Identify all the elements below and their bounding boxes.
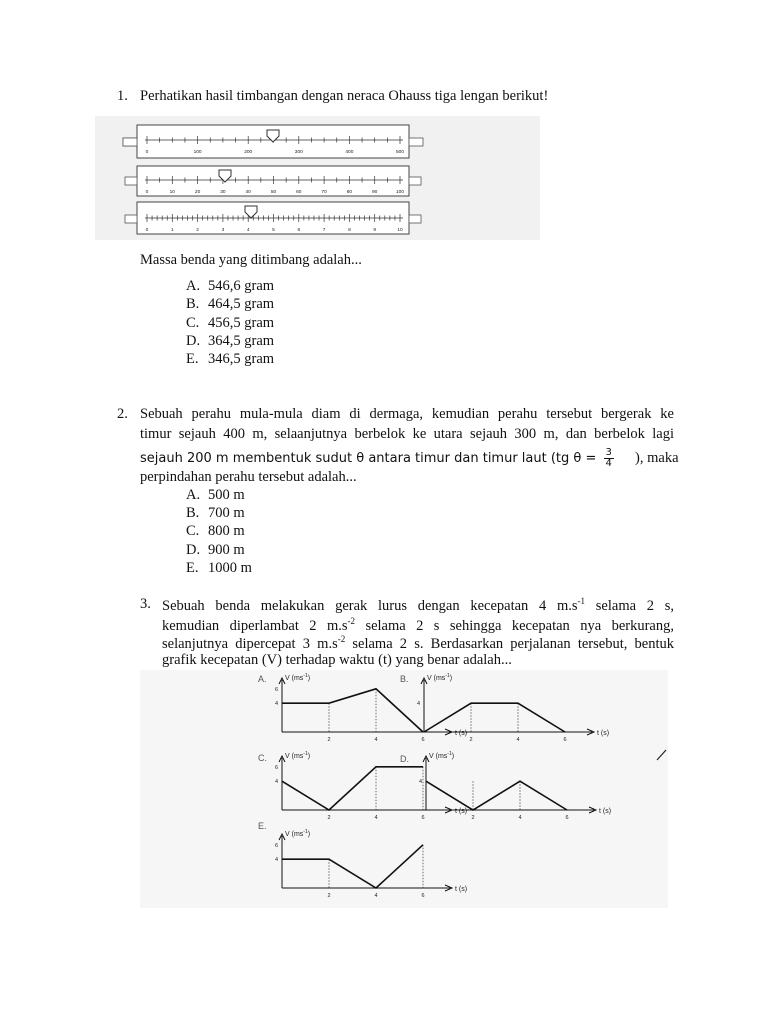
option-text: 364,5 gram xyxy=(208,332,275,349)
beam-tick-label: 5 xyxy=(272,228,275,233)
x-tick-label: 6 xyxy=(421,815,425,821)
q3-line-4: grafik kecepatan (V) terhadap waktu (t) yang benar adalah... xyxy=(162,652,512,668)
x-tick-label: 4 xyxy=(374,737,378,743)
beam-tick-label: 20 xyxy=(194,190,201,195)
beam-tick-label: 7 xyxy=(322,228,326,233)
beam-tick-label: 9 xyxy=(373,228,377,233)
x-axis-label: t (s) xyxy=(455,808,468,815)
beam-tick-label: 80 xyxy=(346,190,353,195)
beam-tick-label: 200 xyxy=(244,150,253,155)
x-axis-label: t (s) xyxy=(599,808,612,815)
option-text: 900 m xyxy=(208,541,245,558)
graph-e xyxy=(258,821,467,899)
y-axis-label: V $(ms^{-1})$ xyxy=(427,673,453,682)
option-letter: B. xyxy=(186,296,200,313)
q2-option-c xyxy=(186,523,245,540)
q2-line-3a: sejauh 200 m membentuk sudut θ antara timur dan timur laut (tg θ = xyxy=(140,451,597,466)
beam-tick-label: 400 xyxy=(345,150,354,155)
velocity-line xyxy=(282,767,423,810)
x-tick-label: 4 xyxy=(518,815,522,821)
option-letter: A. xyxy=(186,278,201,294)
beam-tick-label: 3 xyxy=(221,228,225,233)
beam-tick-label: 500 xyxy=(395,150,405,155)
option-letter: B. xyxy=(186,505,200,522)
x-tick-label: 6 xyxy=(421,737,425,743)
graph-d xyxy=(400,751,611,821)
velocity-time-graphs xyxy=(140,670,680,910)
stray-mark xyxy=(657,750,666,760)
option-text: 456,5 gram xyxy=(208,314,275,331)
beam-tick-label: 40 xyxy=(245,190,251,195)
velocity-line xyxy=(282,689,423,732)
x-tick-label: 4 xyxy=(374,815,378,821)
q2-option-b xyxy=(186,505,245,522)
y-tick-label: 6 xyxy=(274,686,278,693)
beam-tick-label: 2 xyxy=(196,228,199,233)
option-text: 1000 m xyxy=(208,559,252,576)
option-letter: C. xyxy=(186,314,200,331)
y-tick-label: 4 xyxy=(274,779,278,786)
fraction-numerator: 3 xyxy=(605,447,612,458)
beam-tick-label: 60 xyxy=(296,190,302,195)
option-text: 546,6 gram xyxy=(208,278,275,294)
beam-tick-label: 0 xyxy=(145,150,149,155)
beam-tick-label: 10 xyxy=(397,228,403,233)
beam-tick-label: 300 xyxy=(294,150,303,155)
fraction-denominator: 4 xyxy=(605,458,612,469)
option-letter: D. xyxy=(186,332,201,349)
graph-letter: C. xyxy=(258,753,267,763)
q3-number: 3. xyxy=(140,596,151,612)
y-tick-label: 4 xyxy=(274,857,278,864)
q3-line-1: Sebuah benda melakukan gerak lurus dengan kecepatan 4 $m.s^{-1}$ selama 2 s, xyxy=(162,596,674,614)
beam-tick-label: 70 xyxy=(321,190,327,195)
beam-tick-label: 0 xyxy=(145,190,149,195)
x-tick-label: 2 xyxy=(327,815,331,821)
fraction xyxy=(604,448,614,469)
x-tick-label: 6 xyxy=(563,737,567,743)
option-letter: A. xyxy=(186,487,201,503)
x-tick-label: 2 xyxy=(327,893,331,899)
x-axis-label: t (s) xyxy=(597,730,610,737)
graph-letter: D. xyxy=(400,754,409,764)
q3-line-3: selanjutnya dipercepat 3 $m.s^{-2}$ selama 2 s. Berdasarkan perjalanan tersebut, bentuk xyxy=(162,634,674,652)
y-axis-label: V $(ms^{-1})$ xyxy=(285,751,311,760)
q1-option-b xyxy=(186,296,274,313)
option-letter: E. xyxy=(186,559,199,576)
q1-option-d xyxy=(186,333,274,350)
q1-question: Perhatikan hasil timbangan dengan neraca Ohauss tiga lengan berikut! xyxy=(140,88,549,104)
velocity-line xyxy=(424,703,565,732)
option-letter: C. xyxy=(186,523,200,540)
option-letter: D. xyxy=(186,541,201,558)
x-tick-label: 2 xyxy=(327,737,331,743)
beam-tick-label: 30 xyxy=(220,190,226,195)
beam-tick-label: 10 xyxy=(169,190,175,195)
x-axis-label: t (s) xyxy=(455,886,468,893)
graph-letter: E. xyxy=(258,821,267,831)
beam-tick-label: 0 xyxy=(145,228,149,233)
q2-option-e xyxy=(186,560,252,577)
y-axis-label: V $(ms^{-1})$ xyxy=(429,751,455,760)
velocity-line xyxy=(282,845,423,888)
x-tick-label: 6 xyxy=(421,893,425,899)
q2-line-1: Sebuah perahu mula-mula diam di dermaga, kemudian perahu tersebut bergerak ke xyxy=(140,406,674,422)
beam-tick-label: 100 xyxy=(193,150,202,155)
option-text: 700 m xyxy=(208,505,245,522)
q2-number: 2. xyxy=(117,406,128,422)
y-tick-label: 4 xyxy=(418,779,422,786)
y-tick-label: 6 xyxy=(274,842,278,849)
q1-option-e xyxy=(186,351,274,368)
beam-tick-label: 1 xyxy=(170,228,174,233)
q2-line-4: perpindahan perahu tersebut adalah... xyxy=(140,469,357,485)
beam-tick-label: 8 xyxy=(348,228,351,233)
option-text: 800 m xyxy=(208,523,245,540)
beam-tick-label: 90 xyxy=(372,190,378,195)
x-axis-label: t (s) xyxy=(455,730,468,737)
q1-option-c xyxy=(186,315,274,332)
option-letter: E. xyxy=(186,351,199,368)
y-axis-label: V $(ms^{-1})$ xyxy=(285,673,311,682)
y-axis-label: V $(ms^{-1})$ xyxy=(285,829,311,838)
velocity-line xyxy=(426,781,567,810)
q2-line-3b: ), maka xyxy=(635,450,679,466)
beam-tick-label: 6 xyxy=(297,228,301,233)
y-tick-label: 6 xyxy=(274,764,278,771)
option-text: 346,5 gram xyxy=(208,351,275,368)
q1-prompt: Massa benda yang ditimbang adalah... xyxy=(140,252,362,268)
beam-tick-label: 50 xyxy=(270,190,277,195)
x-tick-label: 2 xyxy=(469,737,473,743)
x-tick-label: 2 xyxy=(471,815,475,821)
y-tick-label: 4 xyxy=(416,701,420,708)
q1-option-a xyxy=(186,278,274,295)
q2-option-a xyxy=(186,487,245,504)
x-tick-label: 4 xyxy=(374,893,378,899)
q1-number: 1. xyxy=(117,88,128,104)
graph-letter: A. xyxy=(258,674,267,684)
option-text: 464,5 gram xyxy=(208,296,275,313)
option-text: 500 m xyxy=(208,487,245,503)
beam-tick-label: 100 xyxy=(395,190,405,195)
q2-option-d xyxy=(186,542,245,559)
graph-b xyxy=(400,673,609,743)
q2-line-3 xyxy=(140,448,679,469)
graph-letter: B. xyxy=(400,674,409,684)
q2-line-2: timur sejauh 400 m, selaanjutnya berbelok ke utara sejauh 300 m, dan berbelok lagi xyxy=(140,426,674,442)
q3-line-2: kemudian diperlambat 2 $m.s^{-2}$ selama 2 s sehingga kecepatan nya berkurang, xyxy=(162,616,674,634)
y-tick-label: 4 xyxy=(274,701,278,708)
ohauss-balance-figure xyxy=(95,116,540,240)
x-tick-label: 6 xyxy=(565,815,569,821)
beam-tick-label: 4 xyxy=(246,228,250,233)
x-tick-label: 4 xyxy=(516,737,520,743)
